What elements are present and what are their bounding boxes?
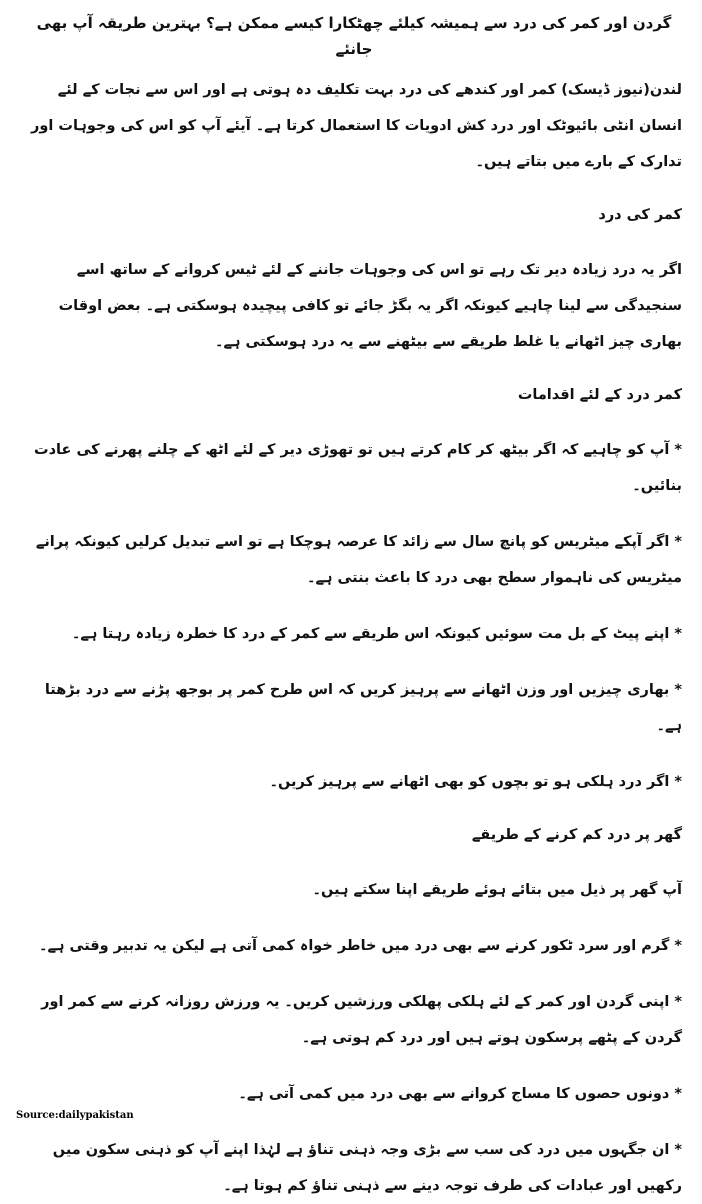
home-tip-item: * ان جگہوں میں درد کی سب سے بڑی وجہ ذہنی تناؤ ہے لہٰذا اپنے آپ کو ذہنی سکون میں رکھیں اور عبادات کی طرف توجہ دینے سے ذہنی تناؤ کم ہوتا ہے۔ (52, 1142, 682, 1194)
back-pain-paragraph: اگر یہ درد زیادہ دیر تک رہے تو اس کی وجوہات جاننے کے لئے ٹیس کروانے کے ساتھ اسے سنجیدگی سے لینا چاہیے کیونکہ اگر یہ بگڑ جائے تو کافی پیچیدہ ہوسکتی ہے۔ بعض اوقات بھاری چیز اٹھانے یا غلط طریقے سے بیٹھنے سے یہ درد ہوسکتی ہے۔ (58, 262, 682, 350)
measure-item: * آپ کو چاہیے کہ اگر بیٹھ کر کام کرتے ہیں تو تھوڑی دیر کے لئے اٹھ کے چلنے پھرنے کی عادت بنائیں۔ (34, 442, 682, 494)
measure-item: * اپنے پیٹ کے بل مت سوئیں کیونکہ اس طریقے سے کمر کے درد کا خطرہ زیادہ رہتا ہے۔ (71, 626, 682, 642)
home-tip-item: * اپنی گردن اور کمر کے لئے ہلکی پھلکی ورزشیں کریں۔ یہ ورزش روزانہ کرنے سے کمر اور گردن کے پٹھے پرسکون ہوتے ہیں اور درد کم ہوتی ہے۔ (41, 994, 682, 1046)
measure-item: * اگر درد ہلکی ہو تو بچوں کو بھی اٹھانے سے پرہیز کریں۔ (269, 774, 682, 790)
heading-measures: کمر درد کے لئے اقدامات (517, 387, 682, 403)
article-title: گردن اور کمر کی درد سے ہمیشہ کیلئے چھٹکارا کیسے ممکن ہے؟ بہترین طریقہ آپ بھی جانئے (36, 14, 672, 58)
measure-item: * اگر آپکے میٹریس کو پانچ سال سے زائد کا عرصہ ہوچکا ہے تو اسے تبدیل کرلیں کیونکہ پرانے میٹریس کی ناہموار سطح بھی درد کا باعث بنتی ہے۔ (35, 534, 682, 586)
measure-item: * بھاری چیزیں اور وزن اٹھانے سے پرہیز کریں کہ اس طرح کمر پر بوجھ پڑنے سے درد بڑھتا ہے۔ (44, 682, 682, 734)
heading-back-pain: کمر کی درد (598, 207, 682, 223)
home-intro-paragraph: آپ گھر پر ذیل میں بتائے ہوئے طریقے اپنا سکتے ہیں۔ (312, 882, 682, 898)
heading-home-remedies: گھر پر درد کم کرنے کے طریقے (471, 827, 682, 843)
home-tip-item: * دونوں حصوں کا مساج کروانے سے بھی درد میں کمی آتی ہے۔ (238, 1086, 682, 1102)
source-credit: Source:dailypakistan (16, 1110, 134, 1121)
home-tip-item: * گرم اور سرد ٹکور کرنے سے بھی درد میں خاطر خواہ کمی آتی ہے لیکن یہ تدبیر وقتی ہے۔ (38, 938, 682, 954)
intro-paragraph: لندن(نیوز ڈیسک) کمر اور کندھے کی درد بہت تکلیف دہ ہوتی ہے اور اس سے نجات کے لئے انسان انٹی بائیوٹک اور درد کش ادویات کا استعمال کرتا ہے۔ آیئے آپ کو اس کی وجوہات اور تدارک کے بارے میں بتاتے ہیں۔ (31, 82, 682, 170)
